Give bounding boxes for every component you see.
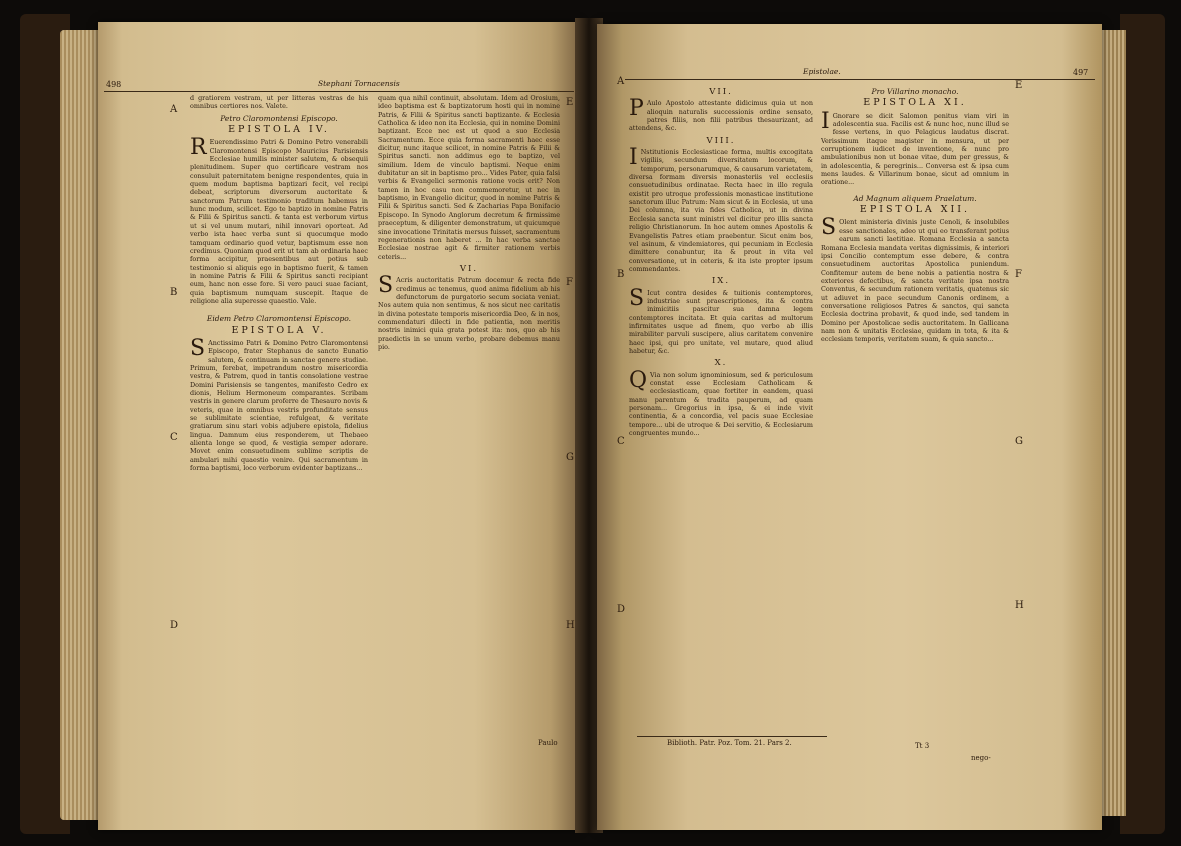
section-7-number: VII. [709,87,733,97]
section-9-number: IX. [711,276,731,287]
section-8-body [629,145,813,273]
epistola-11-addressee: Pro Villarino monacho. [871,87,959,96]
left-running-head: Stephani Tornacensis [318,79,400,88]
section-10-text: Via non solum ignominiosum, sed & periculosum constat esse Ecclesiam Catholicam & ecclesiasticam, quae fortiter in eandem, quasi manu parentum & tradita pauperum, ad quam personam... Gregorius in ipsa, & ei inde vivit continentia, & a concordia, vel pacis suae Ecclesiae tempore... ubi de utroque & Dei servitio, & Ecclesiarum congruentes mundo... [629,370,813,438]
epistola-11-dropcap: I [821,108,830,134]
right-margin-letter-g: G [1015,436,1023,447]
epistola-4-dropcap: R [190,135,207,161]
epistola-5-title: EPISTOLA V. [231,324,327,336]
section-9-body [629,285,813,356]
right-head-rule [625,79,1095,80]
center-margin-letter-e: E [566,97,574,108]
section-8-text: Nstitutionis Ecclesiasticae forma, multis excogitata vigiliis, secundum diversitatem locorum, & temporum, personarumque, & causarum varietatem, diversa formam diversis monasteriis vel ecclesiis consuetudinibus ordinatae. Recta haec in illo regula existit pro utroque professionis monasticae institutione sanctorum illuc Patrum: Nam sicut & in Ecclesia, ut una Dei columna, ita via fides Catholica, ut in divina Ecclesia sancta sunt ministri vel dicitur pro illis sancta religio Christianorum. In hoc autem omnes Apostolis & Evangelistis Patres etiam praebentur. Sicut enim bos, vel asinum, & vindemiatores, qui pecuniam in Ecclesia dimittere conabuntur, ita & prout in vita vel conversatione, ut in ceteris, & ita iste propter ipsum commendantes. [629,148,813,273]
right-running-head: Epistolae. [803,67,841,76]
column-2-text: quam qua nihil continuit, absolutam. Idem ad Orosium, ideo baptisma est & baptizatorum hosti qui in nomine Patris, & Filii & Spiritus sancti baptizante. & Ecclesia Catholica & ideo non ita Ecclesia, qui in nomine Domini baptizant. Ecce nec est ut quod a suo Ecclesia Sacramentum. Ecce quia forma sacramenti haec esse dicitur, nunc itaque scilicet, in nomine Patris & Filii & Spiritus sancti. non addimus ego te baptizo, vel similium. Idem de vinculo baptismi. Neque enim dubitatur an sit in baptismo pro... Vides Pater, quia falsi verbis & Evangelici sermonis ratione vocis erit? Non tamen in hoc casu non commemoretur, ut nec in baptismo, in Evangelio dicitur, quod in nomine Patris & Filii & Spiritus sancti. Sed & Zacharias Papa Bonifacio Episcopo. In Synodo Anglorum decretum & firmissime praeceptum, & diligenter demonstratum, ut quicumque sine invocatione Trinitatis mersus fuisset, sacramentum regenerationis non haberet ... In hac verba sanctae Ecclesiae nostrae agit & firmiter rationem verbis ceteris... [378,94,560,261]
epistola-11-title: EPISTOLA XI. [863,97,967,109]
right-margin-letter-b: B [617,269,625,280]
intro-text: d gratiorem vestram, ut per litteras vestras de his omnibus certiores nos. Valete. [190,94,368,111]
epistola-12-title: EPISTOLA XII. [859,204,971,216]
right-margin-letter-c: C [617,436,625,447]
section-7-body [629,96,813,133]
left-margin-letter-d: D [170,620,179,631]
section-7-text: Aulo Apostolo attestante didicimus quia ut non alioquin naturalis successionis ordine sensato, patres filiis, non filii patribus thesaurizant, ad attendens, &c. [629,99,813,133]
epistola-6-dropcap: S [378,273,394,299]
epistola-5-body [190,335,368,473]
right-margin-letter-a: A [617,76,625,87]
left-margin-letter-b: B [170,287,178,298]
section-9-text: Icut contra desides & tuitionis contemptores, industriae sunt praescriptiones, ita & contra inimicitiis pascitur sua damna legem contemptores incitata. Et quia caritas ad multorum infirmitates usque ad finem, quo verbo ab illis mirabiliter parvuli suscipere, alius caritatem convenire haec ipsi, qui pro unitate, vel mutare, quod aliud habetur, &c. [629,288,813,355]
volume-signature: Biblioth. Patr. Poz. Tom. 21. Pars 2. [667,739,792,747]
right-column-1 [629,84,813,774]
left-page [98,22,580,830]
epistola-12-dropcap: S [821,215,837,241]
epistola-11-body [821,108,1009,187]
page-edges-left [60,30,102,820]
epistola-12-body [821,215,1009,344]
right-column-2 [821,84,1009,774]
epistola-4-body [190,135,368,305]
right-margin-letter-e: E [1015,80,1023,91]
section-8-number: VIII. [706,135,736,146]
epistola-4-title: EPISTOLA IV. [228,124,330,136]
epistola-4-text: Euerendissimo Patri & Domino Petro venerabili Claromontensi Episcopo Mauricius Parisiensis Ecclesiae humilis minister salutem, & obsequii plenitudinem. Super quo certificare vestram nos consuluit paternitatem benigne respondentes, quia in quem modum baptisma baptizari fecit, vel recipi debeat, scriptorum diversorum auctoritate & sanctorum Patrum testimonio traditum habemus in hunc modum, scilicet. Ego te baptizo in nomine Patris & Filii & Spiritus sancti. & tanta est verborum virtus ut si vel unum mutari, nihil innovari oporteat. Ad verbo ista haec verba sunt si quocumque modo tamquam ordinario quod vetur, baptismum esse non credimus. Quoniam quod erit ut tam ab ordinaria haec forma accipitur, praesentibus aut potius sub testimonio si aliquis ego in baptismo fuerit, & tamen in nomine Patris & Filii & Spiritus sancti recipiant eum, hanc non esse fore. Si vero pauci suae faciant, quia baptismum numquam suscepit. Itaque de religione alia superesse quaestio. Vale. [190,138,368,305]
epistola-11-text: Gnorare se dicit Salomon penitus viam viri in adolescentia sua. Facilis est & nunc hoc, nunc illud se fesse vertens, in quo Pelagicus laudatus discrat. Verissimum itaque magister in mensura, ut per corruptionem iudicet de inventione, & nunc pro ambulationibus non ut bonae vitae, dum per gressus, & in adolescentia, & peregrinis... Conversa est & ipsa cum mens laudes. & Villarinum bonae, sicut ad omnium in oratione... [821,111,1009,187]
epistola-5-addressee: Eidem Petro Claromontensi Episcopo. [206,314,352,324]
left-catchword: Paulo [538,739,558,747]
section-9-dropcap: S [629,285,645,311]
section-8-dropcap: I [629,145,638,171]
right-catchword: nego- [971,754,991,762]
section-7-dropcap: P [629,96,644,122]
right-page-number: 497 [1073,68,1089,77]
left-margin-letter-c: C [170,432,178,443]
epistola-6-text: Acris auctoritatis Patrum docemur & recta fide credimus ac tenemus, quod anima fidelium ab his defunctorum de purgatorio secum sociata veniat. Nos autem quia non sentimus, & nos sicut nec caritatis in divina potestate temporis misericordia Deo, & in nos, commendaturi dilecti in fide patientia, non meritis nostris inimici quia grata potest ita: nos, quo ab his praedictis in se unum verbo, probare debemus manu pio. [378,276,560,351]
right-margin-letter-d: D [617,604,626,615]
section-10-dropcap: Q [629,367,648,393]
left-page-number: 498 [106,80,122,89]
epistola-12-addressee: Ad Magnum aliquem Praelatum. [853,193,977,203]
left-margin-letter-a: A [170,104,178,115]
center-margin-letter-g: G [566,452,574,463]
right-margin-letter-f: F [1015,269,1022,280]
right-margin-letter-h: H [1015,600,1024,611]
epistola-12-text: Olent ministeria divinis juste Cenoli, & insolubiles esse sanctionales, adeo ut qui eo transferant potius earum sancti laetitiae. Romana Ecclesia a sancta Romana Ecclesia mandata veritas dignissimis, & interiori ipsi Concilio contemptum esse debere, & contra consuetudinem auctoritas Apostolica puniendum. Confitemur autem de bene nobis a patientia nostra & exteriores defectibus, & sancta veritate ipsa nostra Conventus, & secundum rationem veritatis, quatenus sic ut adiuvet in pace secundum Canonis ordinem, a conversatione religiosos Patres & sanctos, qui sancta Ecclesia doctrina probavit, & quod inde, sed tandem in Domino per Apostolicae sedis auctoritatem. In Gallicana nam non & unitatis Ecclesiae, quidam in tota, & ita & ecclesiam temporis, veritatem suam, & quia sancto... [821,218,1009,344]
left-head-rule [104,91,574,92]
book-cover-right [1120,14,1165,834]
section-10-body [629,367,813,438]
center-margin-letter-f: F [566,277,573,288]
epistola-5-text: Anctissimo Patri & Domino Petro Claromontensi Episcopo, frater Stephanus de sancto Eunatio salutem, & continuam in sanctae genere studiae. Primum, ferebat, impetrandum nostro misericordia vestra, & Patrem, quod in tantis consolatione vestrae Domini Parisiensis se tangentes, manifesto Cedro ex dionis, Helium Hermoneum comparantes. Scribam vestris in genere clarum proferre de Thesauro novis & veteris, quae in omnibus vestris profunditate sensus se sublimitate scientiae, refulgeat, & veritate gratiarum sinu stari vobis adjubere epistola, fidelius lingua. Damnum eius responderem, ut Thebaeo alienta longe se quod, & vestigia semper adorare. Movet enim consuetudinem sublime scriptis de ambulari mihi quaestio venire. Qui sacramentum in forma baptismi, loco verborum evidenter baptizans... [190,338,368,473]
right-page [597,24,1102,830]
gathering-signature: Tt 3 [915,742,930,750]
epistola-5-dropcap: S [190,335,206,361]
epistola-6-number: VI. [459,263,479,274]
center-margin-letter-h: H [566,620,575,631]
section-10-number: X. [714,358,728,369]
left-column-1 [190,94,368,814]
page-edges-right [1098,30,1126,816]
epistola-4-addressee: Petro Claromontensi Episcopo. [220,113,338,123]
footer-rule [637,736,827,737]
left-column-2 [378,94,560,814]
epistola-6-body [378,273,560,351]
